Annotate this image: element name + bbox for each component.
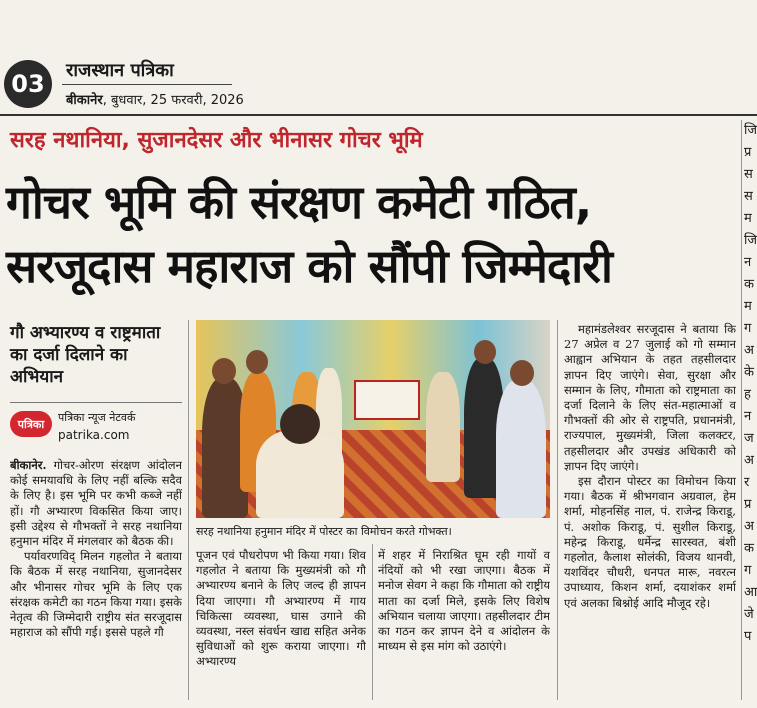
adjacent-article-fragment: जि प्र स स म जि न क म ग अ के ह न ज अ र प्र अ क ग आ जे प [744,123,757,644]
subhead: गौ अभ्यारण्य व राष्ट्रमाता का दर्जा दिलाने का अभियान [10,323,161,387]
column-rule-2 [372,544,373,700]
column-rule-3 [557,320,558,700]
dateline-city: बीकानेर [66,93,103,108]
patrika-logo: पत्रिका [10,411,52,437]
headline-line-1: गोचर भूमि की संरक्षण कमेटी गठित, [6,175,592,229]
dateline-date: , बुधवार, 25 फरवरी, 2026 [102,93,244,108]
masthead: राजस्थान पत्रिका [66,60,174,81]
column-1-paragraph-2: पर्यावरणविद् मिलन गहलोत ने बताया कि बैठक में सरह नथानिया, सुजानदेसर और भीनासर गोचर भूमि के लिए एक संरक्षक कमेटी का गठन किया गया। इसके नेतृत्व की जिम्मेदारी राष्ट्रीय संत सरजूदास महाराज को सौंपी गई। इससे पहले गौ [10,549,182,640]
masthead-rule [62,84,232,85]
top-rule [0,114,757,116]
article-dateline: बीकानेर. [10,458,47,472]
headline [6,170,612,298]
column-1-paragraph-1 [10,458,182,549]
column-2-paragraph: पूजन एवं पौधरोपण भी किया गया। शिव गहलोत ने बताया कि मुख्यमंत्री को गौ अभ्यारण्य बनाने के लिए जल्द ही ज्ञापन दिया जाएगा। गौ अभ्यारण्य में गाय चिकित्सा व्यवस्था, घास उगाने की व्यवस्था, नस्ल संवर्धन खाद्य सहित अनेक सुविधाओं को शुरू कराया जाएगा। गौ अभ्यारण्य [196,548,366,669]
column-1-text-1: गोचर-ओरण संरक्षण आंदोलन कोई समयावधि के लिए नहीं बल्कि सदैव के लिए है। इस भूमि पर कभी कब्जे नहीं हों। गौ अभ्यारण विकसित किया जाए। इसी उद्देश्य से गौभक्तों ने सरह नथानिया हनुमान मंदिर में मंगलवार को बैठक की। [10,458,182,549]
byline-website[interactable]: patrika.com [58,428,130,442]
column-3-paragraph: में शहर में निराश्रित घूम रही गायों व नंदियों को भी रखा जाएगा। बैठक में मनोज सेवग ने कहा कि गौमाता को राष्ट्रीय माता का दर्जा मिले, इसके लिए विशेष अभियान चलाया जाएगा। तहसीलदार टीम का गठन कर ज्ञापन देने व आंदोलन के माध्यम से इस मांग को उठाएंगे। [378,548,550,654]
photo-person [426,372,460,482]
article-column-3 [378,548,550,698]
column-rule-1 [188,320,189,700]
subhead-rule [10,402,182,403]
photo-head [246,350,268,374]
news-photo [196,320,550,518]
photo-head [212,358,236,384]
column-rule-4 [741,120,742,700]
photo-head [510,360,534,386]
photo-person [496,380,546,518]
byline-source: पत्रिका न्यूज नेटवर्क [58,411,136,424]
article-column-4 [564,322,736,698]
article-column-1 [10,458,182,698]
photo-head [280,404,320,444]
photo-poster [354,380,420,420]
column-4-paragraph-1: महामंडलेश्वर सरजूदास ने बताया कि 27 अप्रेल व 27 जुलाई को गो सम्मान आह्वान अभियान के तहत तहसीलदार ज्ञापन दिए जाएंगे। सेवा, सुरक्षा और सम्मान के लिए, गौमाता को राष्ट्रमाता का दर्जा दिलाने के लिए संत-महात्माओं व गौभक्तों की ओर से राष्ट्रपति, प्रधानमंत्री, राज्यपाल, मुख्यमंत्री, जिला कलक्टर, तहसीलदार और उपखंड अधिकारी को ज्ञापन दिए जाएंगे। [564,322,736,473]
column-4-paragraph-2: इस दौरान पोस्टर का विमोचन किया गया। बैठक में श्रीभगवान अग्रवाल, हेम शर्मा, मोहनसिंह नाल, पं. राजेन्द्र किराडू, पं. अशोक किराडू, पं. सुशील किराडू, महेन्द्र किराडू, धर्मेन्द्र सारस्वत, बंशी गहलोत, कैलाश सोलंकी, विजय थानवी, यशविंदर चौधरी, धनपत मारू, नवरत्न उपाध्याय, किशन शर्मा, दयाशंकर शर्मा एवं अलका बिश्नोई आदि मौजूद रहे। [564,474,736,610]
photo-caption: सरह नथानिया हनुमान मंदिर में पोस्टर का विमोचन करते गोभक्त। [196,525,452,538]
page-number: 03 [4,60,52,108]
headline-line-2: सरजूदास महाराज को सौंपी जिम्मेदारी [6,239,612,293]
dateline [66,90,244,108]
kicker: सरह नथानिया, सुजानदेसर और भीनासर गोचर भूमि [10,128,423,153]
article-column-2 [196,548,366,698]
photo-head [474,340,496,364]
